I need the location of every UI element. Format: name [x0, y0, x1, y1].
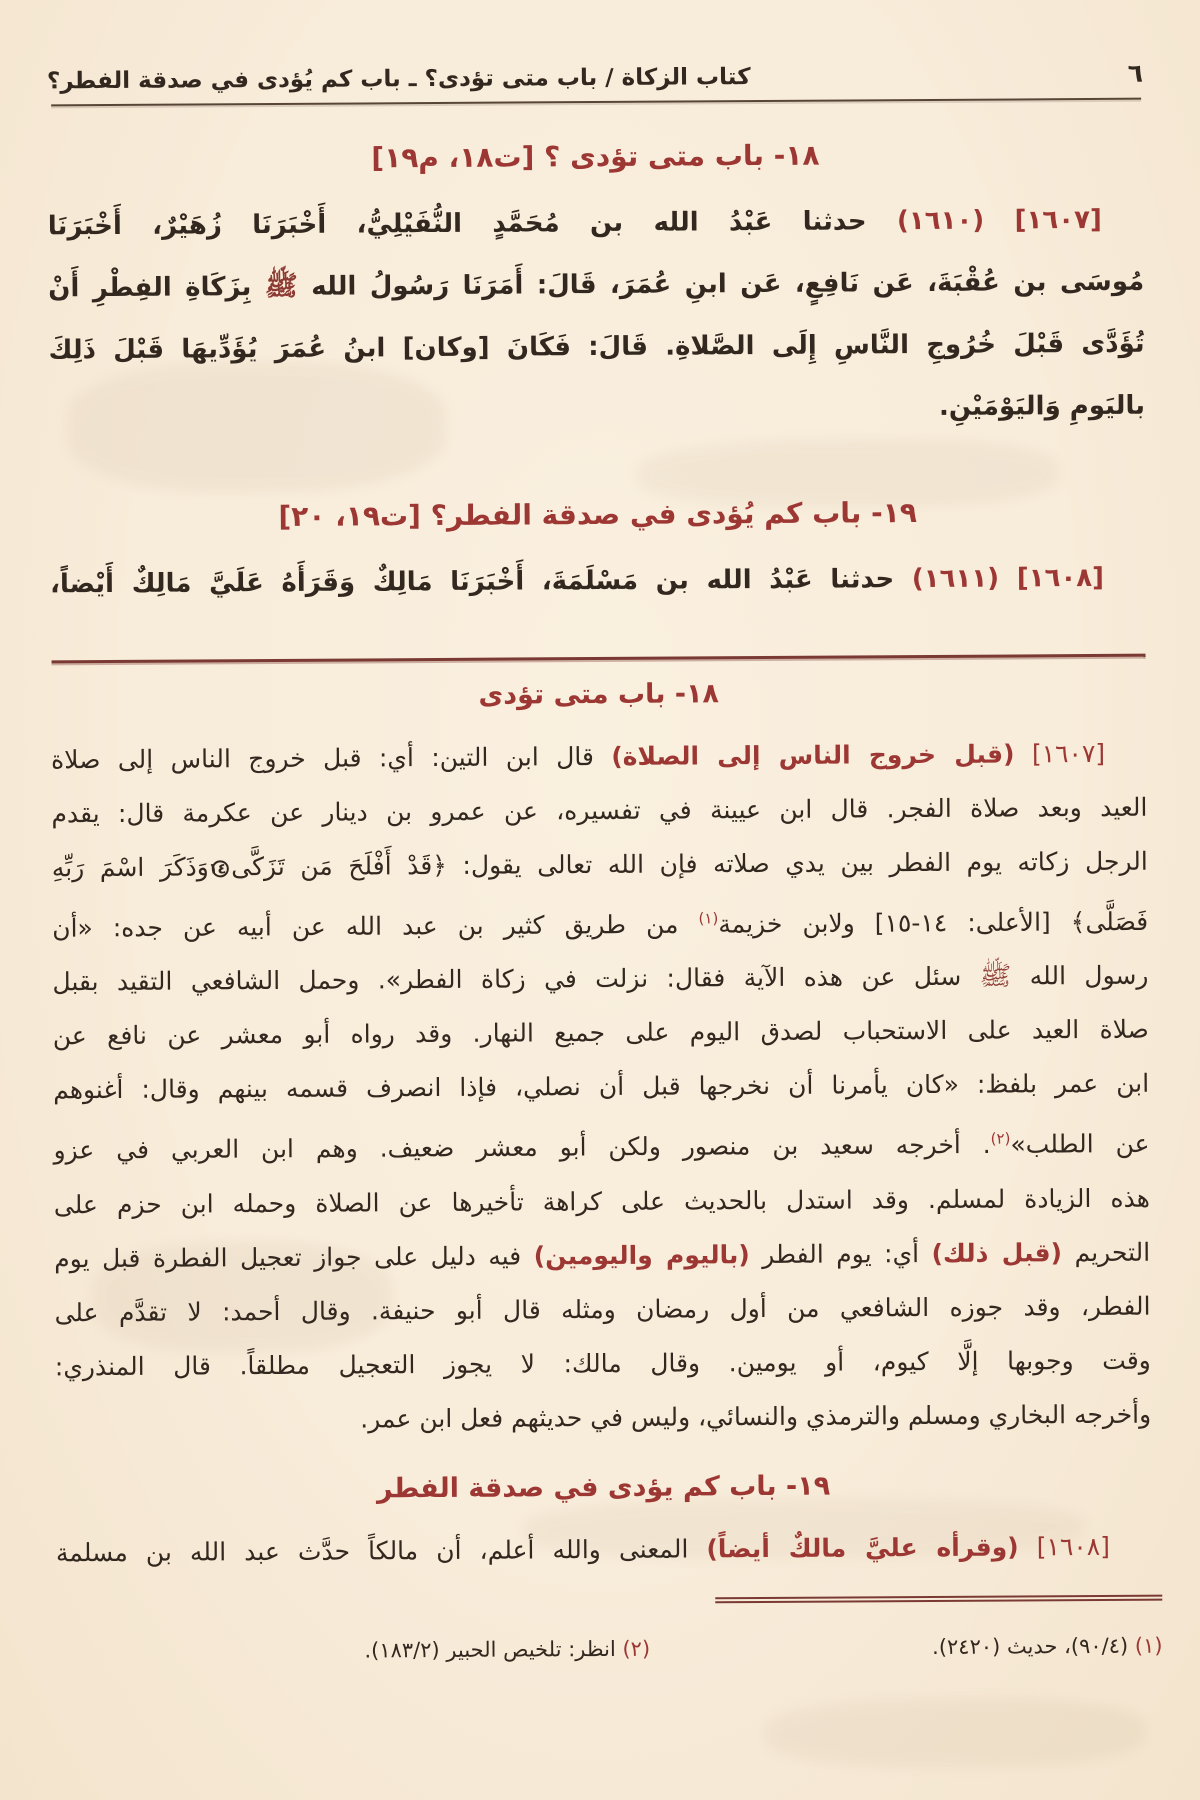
text-segment: سئل عن هذه الآية فقال: نزلت في زكاة الفطر». وحمل الشافعي التقيد بقبل — [52, 962, 980, 997]
text-segment: فيه دليل على جواز تعجيل الفطرة قبل يوم — [54, 1241, 534, 1273]
text-segment: قال ابن التين: أي: قبل خروج الناس إلى صلاة — [51, 741, 612, 775]
text-segment: ﷺ — [979, 961, 1012, 993]
text-segment: . أخرجه سعيد بن منصور ولكن أبو معشر ضعيف. وهم ابن العربي في عزو — [53, 1130, 991, 1165]
footnote-1 — [932, 1629, 1163, 1664]
text-segment: عن الطلب» — [1010, 1129, 1150, 1160]
text-segment: (قبل ذلك) — [931, 1237, 1063, 1268]
text-line — [48, 313, 1144, 382]
text-line — [55, 1387, 1151, 1448]
text-segment: من طريق كثير بن عبد الله عن أبيه عن جده: «أن — [52, 909, 699, 943]
text-line — [49, 375, 1145, 444]
text-segment: بِزَكَاةِ الفِطْرِ أَنْ — [48, 272, 265, 304]
section-matn — [47, 137, 1146, 616]
text-segment: وقت وجوبها إلَّا كيوم، أو يومين. وقال مالك: لا يجوز التعجيل مطلقاً. قال المنذري: — [54, 1345, 1151, 1381]
header-rule — [51, 98, 1141, 107]
matn-heading-19: ١٩- باب كم يُؤدى في صدقة الفطر؟ [ت١٩، ٢٠] — [278, 496, 917, 533]
text-segment: رسول الله — [1011, 960, 1149, 991]
text-segment: [١٦٠٧] — [1014, 738, 1106, 769]
section-sharh — [51, 675, 1152, 1580]
text-line — [51, 727, 1147, 788]
sharh-commentary-1608 — [56, 1519, 1152, 1580]
running-header — [47, 59, 1143, 95]
matn-heading-18: ١٨- باب متى تؤدى ؟ [ت١٨، م١٩] — [371, 138, 820, 175]
text-segment: (٢) — [990, 1129, 1011, 1148]
text-segment: انظر: تلخيص الحبير (١٨٣/٢). — [364, 1636, 616, 1663]
text-line — [53, 1057, 1149, 1118]
text-line — [52, 889, 1148, 956]
text-segment: (٢) — [615, 1636, 651, 1661]
footnotes — [56, 1629, 1162, 1670]
text-segment: العيد وبعد صلاة الفجر. قال ابن عيينة في تفسيره، عن عمرو بن دينار عن عكرمة قال: يقدم — [51, 792, 1148, 829]
text-line — [54, 1279, 1150, 1340]
text-segment: [١٦٠٨] — [1018, 1531, 1111, 1562]
text-segment: (٩٠/٤)، حديث (٢٤٢٠). — [932, 1633, 1129, 1659]
text-segment: صلاة العيد على الاستحباب لصدق اليوم على جميع النهار. وقد رواه أبو معشر عن نافع عن — [52, 1014, 1149, 1051]
text-segment: أي: يوم الفطر — [749, 1238, 932, 1269]
page-bleed-artifact — [765, 1697, 1145, 1769]
text-segment: (١) — [1128, 1633, 1163, 1658]
text-segment: التحريم — [1061, 1237, 1151, 1267]
text-line — [52, 835, 1148, 896]
text-segment: (باليوم واليومين) — [533, 1239, 750, 1271]
text-segment: (١) — [698, 909, 719, 928]
text-segment: هذه الزيادة لمسلم. وقد استدل بالحديث على كراهة تأخيرها عن الصلاة وحمله ابن حزم على — [53, 1183, 1150, 1219]
text-line — [52, 949, 1148, 1010]
text-segment: تُؤَدَّى قَبْلَ خُرُوجِ النَّاسِ إِلَى الصَّلاةِ. قَالَ: فَكَانَ [وكان] ابنُ عُمَرَ يُؤَدِّيهَا قَبْلَ ذَلِكَ — [48, 328, 1145, 366]
text-segment: المعنى والله أعلم، أن مالكاً حدَّث عبد الله بن مسلمة — [55, 1534, 707, 1567]
text-segment: باليَومِ وَاليَوْمَيْنِ. — [938, 390, 1146, 422]
text-segment: ابن عمر بلفظ: «كان يأمرنا أن نخرجها قبل أن نصلي، فإذا انصرف قسمه بينهم وقال: أغنوهم — [53, 1068, 1150, 1105]
text-segment: الفطر، وقد جوزه الشافعي من أول رمضان ومثله قال أبو حنيفة. وقال أحمد: لا تقدَّم على — [54, 1291, 1151, 1327]
text-segment: [١٦٠٧] (١٦١٠) — [896, 204, 1102, 237]
text-line — [53, 1003, 1149, 1064]
text-line — [54, 1225, 1150, 1286]
text-segment: فَصَلَّى﴾ [الأعلى: ١٤-١٥] ولابن خزيمة — [718, 906, 1149, 939]
text-segment: وأخرجه البخاري ومسلم والترمذي والنسائي، وليس في حديثهم فعل ابن عمر. — [360, 1399, 1152, 1434]
text-segment: (وقرأه عليَّ مالكٌ أيضاً) — [706, 1532, 1019, 1564]
text-line — [51, 781, 1147, 842]
footnote-2 — [364, 1632, 650, 1668]
text-segment: ﷺ — [264, 270, 298, 303]
text-line — [55, 1333, 1151, 1394]
text-line — [50, 547, 1146, 616]
section-separator — [52, 654, 1146, 664]
text-segment: ١٤ — [208, 861, 227, 878]
sharh-heading-19: ١٩- باب كم يؤدى في صدقة الفطر — [376, 1470, 831, 1505]
page-number: ٦ — [1127, 58, 1144, 88]
text-segment: حدثنا عَبْدُ الله بن مُحَمَّدٍ النُّفَيْلِيُّ، أَخْبَرَنَا زُهَيْرٌ، أَخْبَرَنَا — [47, 206, 898, 242]
text-line — [48, 251, 1144, 320]
text-segment: حدثنا عَبْدُ الله بن مَسْلَمَةَ، أَخْبَرَنَا مَالِكٌ وَقَرَأَهُ عَلَيَّ مَالِكٌ أَيْضاً، — [49, 564, 912, 600]
text-segment: الرجل زكاته يوم الفطر بين يدي صلاته فإن الله تعالى يقول: ﴿قَدْ أَفْلَحَ مَن تَزَكَّى — [231, 846, 1148, 882]
header-title: كتاب الزكاة / باب متى تؤدى؟ ـ باب كم يُؤدى في صدقة الفطر؟ — [46, 64, 751, 95]
text-segment: [١٦٠٨] (١٦١١) — [911, 562, 1105, 595]
sharh-heading-18: ١٨- باب متى تؤدى — [478, 678, 720, 711]
matn-hadith-1607 — [48, 189, 1145, 444]
text-line — [53, 1111, 1149, 1178]
text-segment: وَذَكَرَ اسْمَ رَبِّهِ — [51, 852, 209, 883]
sharh-commentary-1607 — [51, 727, 1151, 1448]
text-segment: (قبل خروج الناس إلى الصلاة) — [611, 739, 1015, 771]
text-line — [48, 189, 1144, 258]
text-line — [54, 1171, 1150, 1232]
text-line — [56, 1519, 1152, 1580]
matn-hadith-1608 — [50, 547, 1146, 616]
text-segment: مُوسَى بن عُقْبَةَ، عَن نَافِعٍ، عَن ابنِ عُمَرَ، قَالَ: أَمَرَنَا رَسُولُ الله — [297, 266, 1145, 302]
footnote-separator — [715, 1595, 1162, 1604]
